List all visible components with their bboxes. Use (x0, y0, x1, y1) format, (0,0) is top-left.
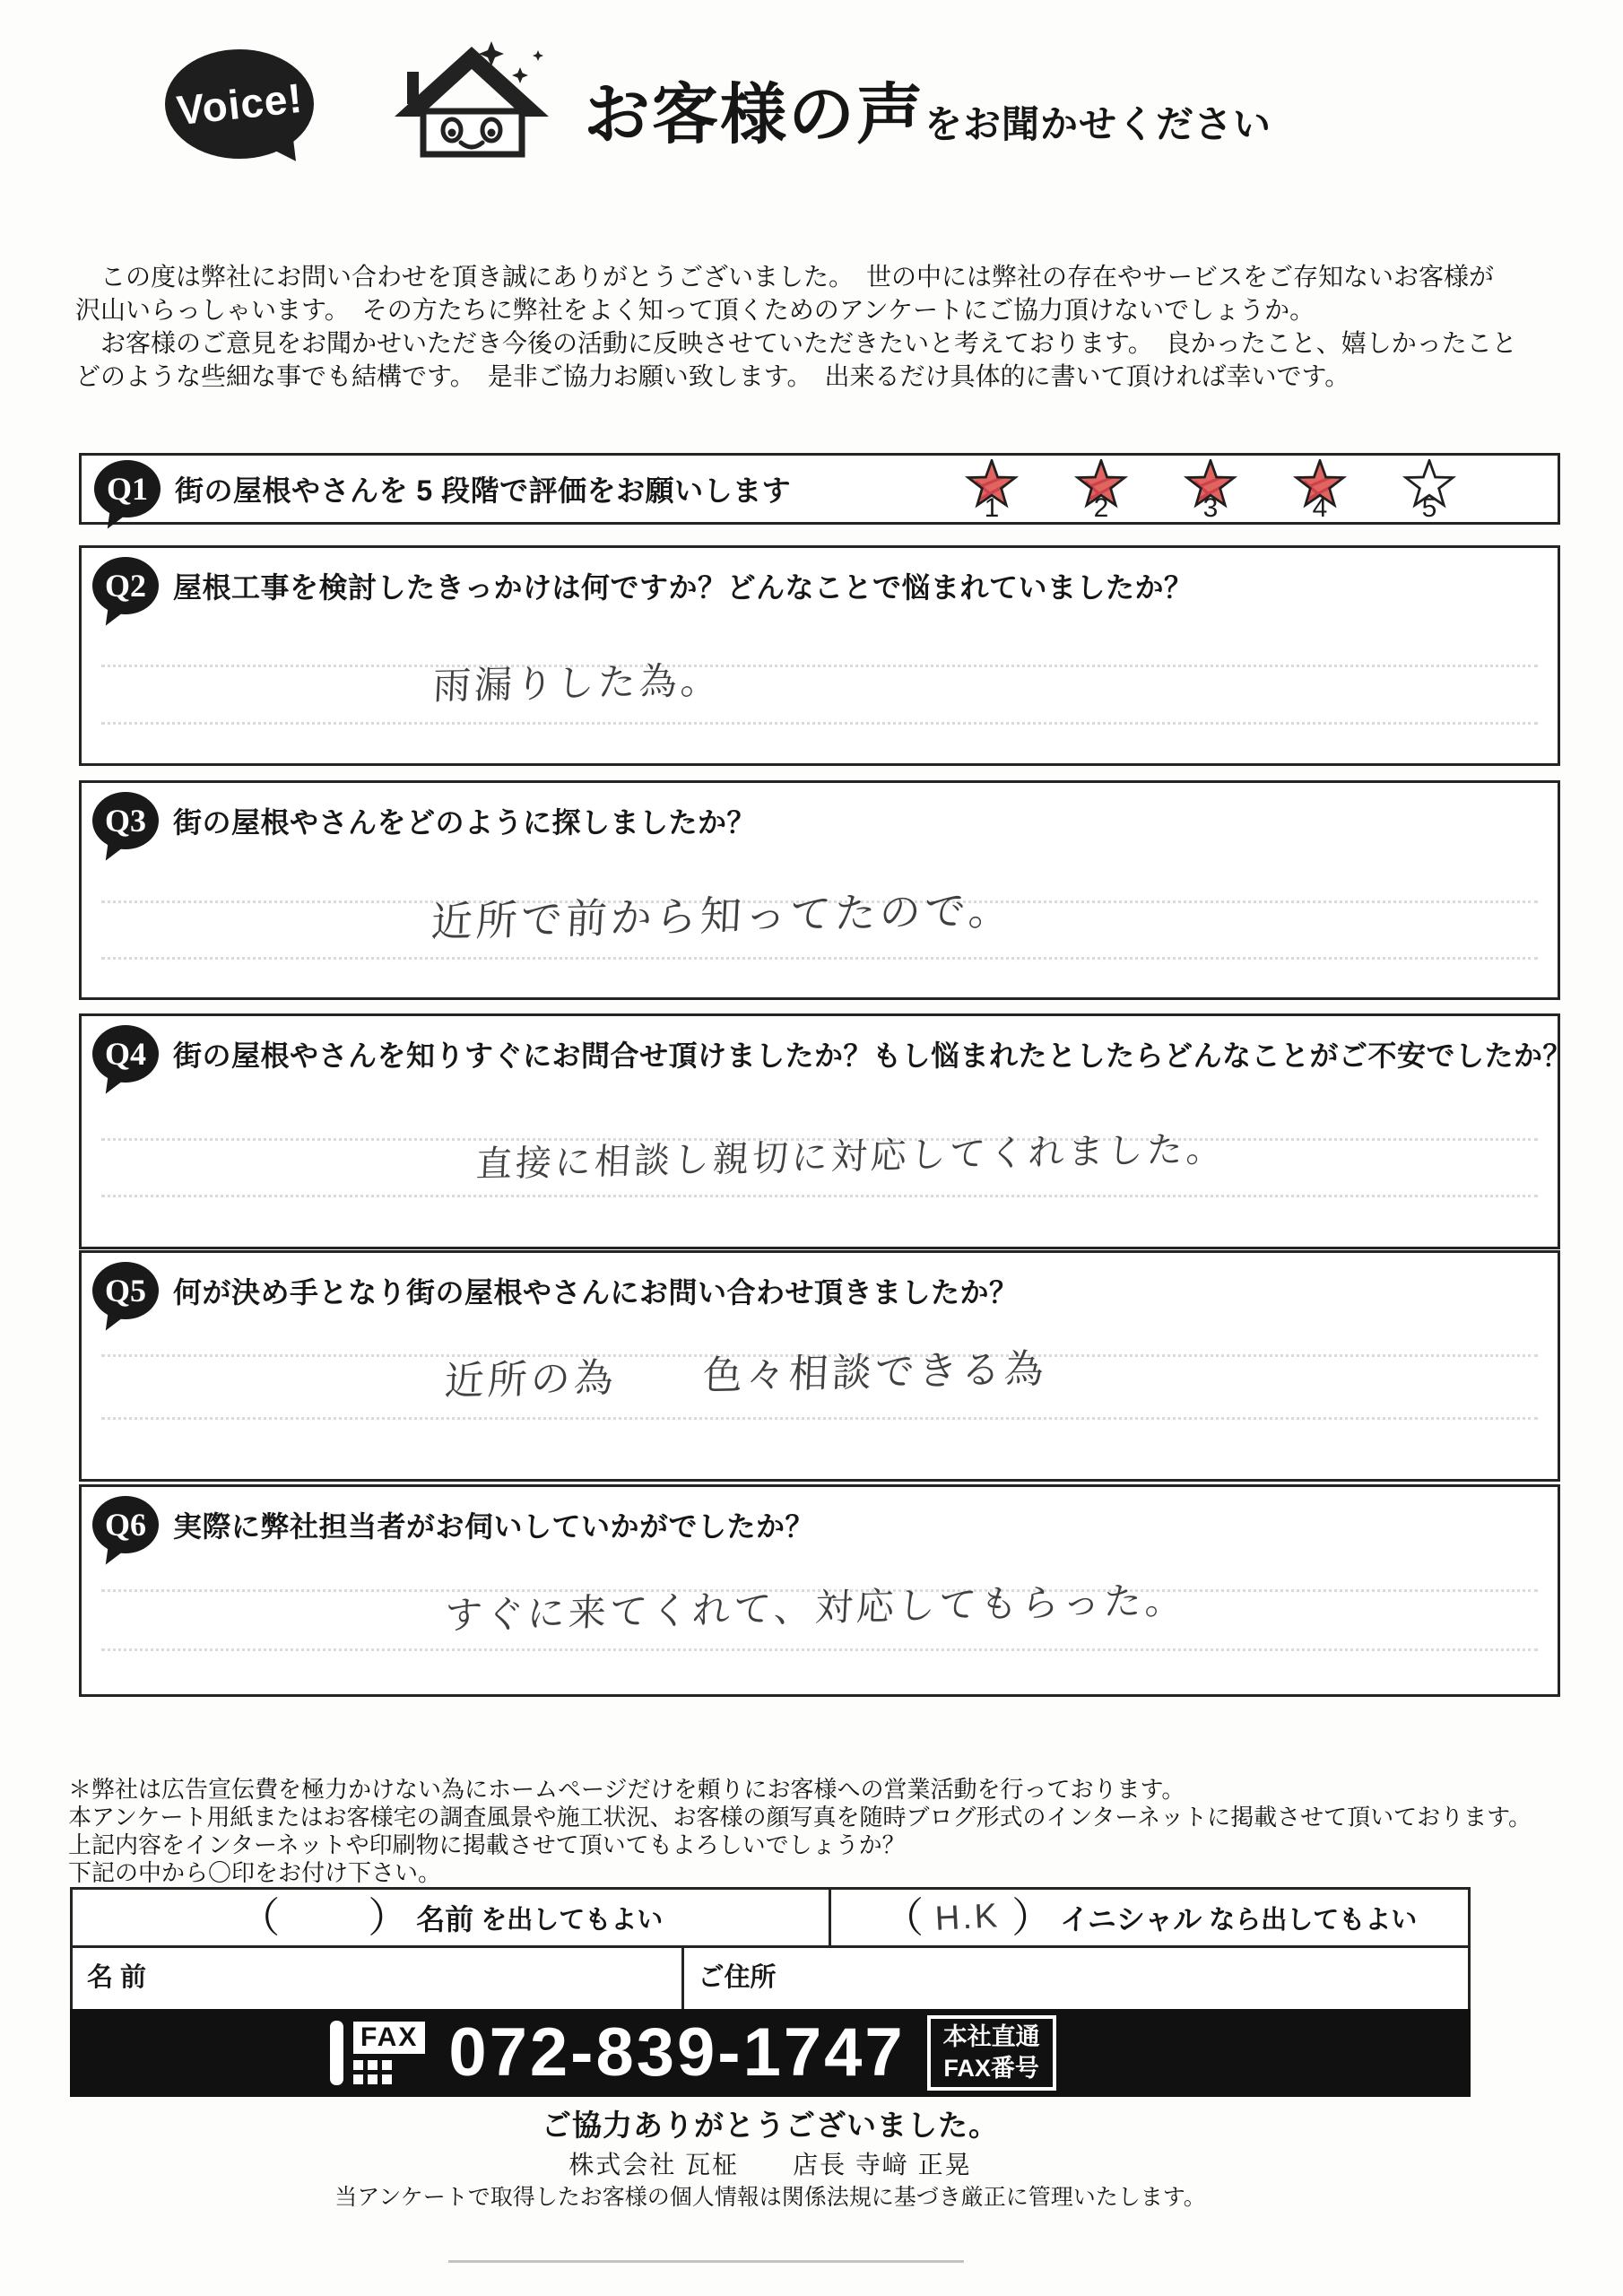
option-keyword: 名前 (416, 1903, 474, 1935)
intro-line: この度は弊社にお問い合わせを頂き誠にありがとうございました。 世の中には弊社の存在やサービスをご存知ないお客様が (75, 263, 1495, 291)
consent-options-row (73, 1890, 1468, 1948)
question-label-q3: 街の屋根やさんをどのように探しましたか？ (173, 806, 757, 839)
handwritten-answer-q4: 直接に相談し親切に対応してくれました。 (474, 1129, 1227, 1185)
star-number: 4 (1312, 493, 1328, 523)
star-filled-icon (962, 459, 1021, 522)
voice-logo-text: Voice! (174, 74, 305, 135)
paren-open: （ (882, 1894, 924, 1941)
question-box-q1 (79, 453, 1560, 525)
star-number: 3 (1202, 493, 1219, 523)
fax-bar (70, 2009, 1471, 2097)
question-box-q2 (79, 545, 1560, 766)
question-label-q1: 街の屋根やさんを 5 段階で評価をお願いします (175, 474, 792, 507)
consent-note: ＊弊社は広告宣伝費を極力かけない為にホームページだけを頼りにお客様への営業活動を行っております。 (68, 1776, 1185, 1803)
option-keyword: イニシャル (1060, 1903, 1202, 1935)
page-title-main: お客様の声 (584, 77, 924, 152)
star-number: 5 (1421, 493, 1437, 523)
fax-note-box (927, 2015, 1056, 2091)
question-badge-q3: Q3 (92, 792, 159, 849)
handwritten-answer-q5: 近所の為 色々相談できる為 (443, 1346, 1048, 1405)
handwritten-answer-q2: 雨漏りした為。 (431, 658, 724, 708)
handwritten-name-consent (287, 1916, 360, 1919)
scan-artifact-line (448, 2260, 964, 2263)
question-badge-q5: Q5 (92, 1262, 159, 1319)
option-text: なら出してもよい (1209, 1905, 1418, 1935)
ruled-line (101, 665, 1538, 667)
fax-keypad-dots (353, 2060, 392, 2084)
consent-fields-row (73, 1948, 1468, 2012)
fax-label: FAX (353, 2022, 425, 2055)
rating-stars (962, 456, 1459, 522)
fax-note-line1: 本社直通 (942, 2022, 1040, 2050)
fax-handset (330, 2021, 343, 2085)
fax-note-line2: FAX番号 (943, 2055, 1039, 2082)
page-title-sub: をお聞かせください (924, 103, 1272, 145)
star-filled-icon (1290, 459, 1350, 522)
star-number: 2 (1093, 493, 1109, 523)
question-label-q4: 街の屋根やさんを知りすぐにお問合せ頂けましたか？もし悩まれたとしたらどんなことがご不安でしたか？ (173, 1039, 1573, 1072)
question-label-q2: 屋根工事を検討したきっかけは何ですか？どんなことで悩まれていましたか？ (173, 571, 1193, 604)
consent-note: 本アンケート用紙またはお客様宅の調査風景や施工状況、お客様の顔写真を随時ブログ形式のインターネットに掲載させて頂いております。 (68, 1804, 1532, 1831)
company-info: 株式会社 瓦柾 店長 寺﨑 正晃 (568, 2151, 972, 2179)
question-box-q3 (79, 780, 1560, 1000)
fax-machine-icon (330, 2021, 425, 2085)
question-box-q6 (79, 1484, 1560, 1697)
ruled-line (101, 1648, 1538, 1651)
question-label-q5: 何が決め手となり街の屋根やさんにお問い合わせ頂きましたか？ (173, 1276, 1019, 1309)
intro-line: 沢山いらっしゃいます。 その方たちに弊社をよく知って頂くためのアンケートにご協力頂けないでしょうか。 (75, 296, 1315, 324)
option-text: を出してもよい (481, 1905, 664, 1935)
address-field-cell: ご住所 (698, 1963, 777, 1992)
question-badge-q2: Q2 (92, 557, 159, 614)
paren-close: ） (1011, 1894, 1054, 1941)
fax-number: 072-839-1747 (448, 2014, 906, 2091)
sparkle-icon (533, 50, 543, 61)
question-badge-q6: Q6 (92, 1496, 159, 1553)
paren-open: （ (239, 1894, 281, 1941)
question-badge-q1: Q1 (94, 460, 161, 517)
voice-speech-bubble (165, 49, 314, 159)
ruled-line (101, 1195, 1538, 1197)
consent-note: 上記内容をインターネットや印刷物に掲載させて頂いてもよろしいでしょうか？ (68, 1831, 906, 1858)
consent-note: 下記の中から〇印をお付け下さい。 (68, 1859, 442, 1886)
star-number: 1 (984, 493, 1000, 523)
page-title (584, 62, 1271, 159)
paren-close: ） (368, 1894, 410, 1941)
ruled-line (101, 722, 1538, 725)
option-name-cell (73, 1890, 831, 1945)
consent-notes (68, 1776, 1593, 1887)
ruled-line (101, 957, 1538, 960)
thanks-message: ご協力ありがとうございました。 (542, 2109, 999, 2142)
question-box-q4 (79, 1013, 1573, 1249)
header-logo-row (165, 39, 1271, 159)
privacy-note: 当アンケートで取得したお客様の個人情報は関係法規に基づき厳正に管理いたします。 (334, 2185, 1206, 2210)
handwritten-initials: H.K (933, 1896, 1002, 1938)
consent-table (70, 1887, 1471, 2014)
star-filled-icon (1072, 459, 1131, 522)
intro-paragraph (75, 260, 1582, 393)
sparkle-icon (512, 67, 528, 83)
house-mascot-icon (382, 39, 575, 162)
star-empty-icon (1400, 459, 1459, 522)
question-badge-q4: Q4 (92, 1025, 159, 1083)
handwritten-answer-q6: すぐに来てくれて、対応してもらった。 (443, 1578, 1188, 1637)
question-label-q6: 実際に弊社担当者がお伺いしていかがでしたか？ (173, 1510, 815, 1543)
question-box-q5 (79, 1250, 1560, 1482)
intro-line: どのような些細な事でも結構です。 是非ご協力お願い致します。 出来るだけ具体的に書いて頂ければ幸いです。 (75, 362, 1350, 390)
option-initial-cell (831, 1890, 1468, 1945)
handwritten-answer-q3: 近所で前から知ってたので。 (430, 886, 1015, 945)
ruled-line (101, 1417, 1538, 1420)
name-field-cell: 名 前 (73, 1948, 684, 2012)
star-filled-icon (1181, 459, 1240, 522)
intro-line: お客様のご意見をお聞かせいただき今後の活動に反映させていただきたいと考えております。 良かったこと、嬉しかったこと (75, 329, 1517, 357)
